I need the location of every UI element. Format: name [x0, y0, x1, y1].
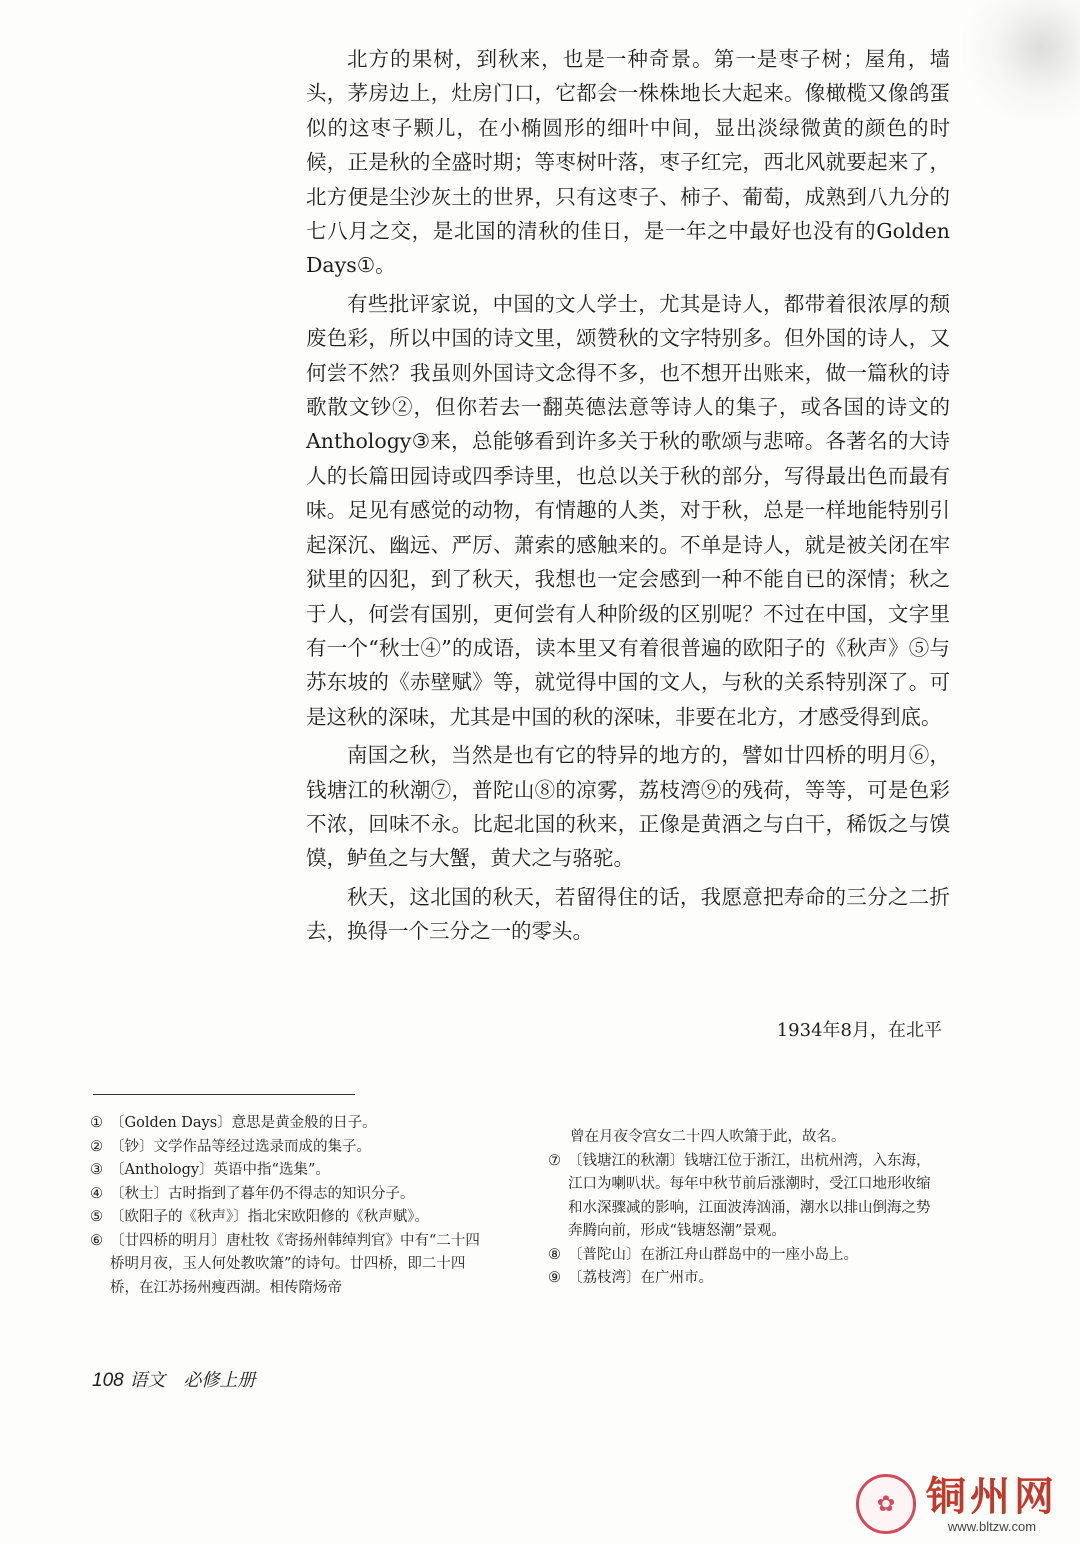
date-line: 1934年8月，在北平 — [776, 1020, 942, 1041]
footnote-mark: ③ — [90, 1162, 103, 1178]
site-watermark — [856, 1474, 1058, 1534]
book-title: 语文 必修上册 — [129, 1370, 256, 1391]
footnote — [90, 1136, 490, 1160]
footnote-text: 〔荔枝湾〕在广州市。 — [568, 1270, 713, 1286]
watermark-name: 铜州网 — [926, 1472, 1058, 1520]
footnote-text: 〔钱塘江的秋潮〕钱塘江位于浙江，出杭州湾，入东海，江口为喇叭状。每年中秋节前后涨潮时，受江口地形收缩和水深骤减的影响，江面波涛汹涌，潮水以排山倒海之势奔腾向前，形成“钱塘怒潮”景观。 — [568, 1152, 931, 1239]
main-text — [306, 42, 950, 953]
footnote-mark: ⑤ — [90, 1209, 103, 1225]
footnote — [90, 1112, 490, 1136]
watermark-logo-icon: ✿ — [856, 1474, 916, 1534]
footnote-mark: ① — [90, 1115, 103, 1131]
watermark-url: www.bltzw.com — [947, 1518, 1037, 1534]
footnote-text: 〔Golden Days〕意思是黄金般的日子。 — [110, 1115, 377, 1131]
footnote-rule — [93, 1094, 355, 1095]
footnotes-right — [548, 1126, 944, 1291]
footnote-text: 〔Anthology〕英语中指“选集”。 — [110, 1162, 330, 1178]
paragraph: 秋天，这北国的秋天，若留得住的话，我愿意把寿命的三分之二折去，换得一个三分之一的零头。 — [306, 884, 950, 944]
footnote-text: 〔普陀山〕在浙江舟山群岛中的一座小岛上。 — [568, 1246, 858, 1263]
footnote — [548, 1267, 944, 1291]
paragraph: 有些批评家说，中国的文人学士，尤其是诗人，都带着很浓厚的颓废色彩，所以中国的诗文里，颂赞秋的文字特别多。但外国的诗人，又何尝不然？我虽则外国诗文念得不多，也不想开出账来，做一篇秋的诗歌散文钞②，但你若去一翻英德法意等诗人的集子，或各国的诗文的Anthology③来，总能够看到许多关于秋的歌颂与悲啼。各著名的大诗人的长篇田园诗或四季诗里，也总以关于秋的部分，写得最出色而最有味。足见有感觉的动物，有情趣的人类，对于秋，总是一样地能特别引起深沉、幽远、严厉、萧索的感触来的。不单是诗人，就是被关闭在牢狱里的囚犯，到了秋天，我想也一定会感到一种不能自已的深情；秋之于人，何尝有国别，更何尝有人种阶级的区别呢？不过在中国，文字里有一个“秋士④”的成语，读本里又有着很普遍的欧阳子的《秋声》⑤与苏东坡的《赤壁赋》等，就觉得中国的文人，与秋的关系特别深了。可是这秋的深味，尤其是中国的秋的深味，非要在北方，才感受得到底。 — [306, 291, 950, 729]
footnote — [90, 1159, 490, 1183]
footnote — [548, 1244, 944, 1268]
footnote — [90, 1183, 490, 1207]
footnote-mark: ④ — [90, 1185, 103, 1202]
footnote-mark: ⑨ — [548, 1270, 561, 1286]
footnote-mark: ⑥ — [90, 1232, 103, 1249]
paragraph: 南国之秋，当然是也有它的特异的地方的，譬如廿四桥的明月⑥，钱塘江的秋潮⑦，普陀山⑧的凉雾，荔枝湾⑨的残荷，等等，可是色彩不浓，回味不永。比起北国的秋来，正像是黄酒之与白干，稀饭之与馍馍，鲈鱼之与大蟹，黄犬之与骆驼。 — [306, 743, 950, 871]
paragraph: 北方的果树，到秋来，也是一种奇景。第一是枣子树；屋角，墙头，茅房边上，灶房门口，它都会一株株地长大起来。像橄榄又像鸽蛋似的这枣子颗儿，在小椭圆形的细叶中间，显出淡绿微黄的颜色的时候，正是秋的全盛时期；等枣树叶落，枣子红完，西北风就要起来了，北方便是尘沙灰土的世界，只有这枣子、柿子、葡萄，成熟到八九分的七八月之交，是北国的清秋的佳日，是一年之中最好也没有的Golden Days①。 — [306, 47, 950, 278]
footnotes-left — [90, 1112, 490, 1300]
footnote-mark: ⑦ — [548, 1152, 561, 1169]
footnote-text: 〔欧阳子的《秋声》〕指北宋欧阳修的《秋声赋》。 — [110, 1209, 429, 1225]
footnote-text: 〔秋士〕古时指到了暮年仍不得志的知识分子。 — [110, 1185, 415, 1202]
watermark-text — [926, 1472, 1058, 1534]
footnote — [548, 1150, 944, 1244]
footnote-mark: ⑧ — [548, 1246, 561, 1263]
footnote — [90, 1206, 490, 1230]
page-footer — [92, 1366, 255, 1392]
page-number: 108 — [92, 1370, 124, 1391]
footnote-mark: ② — [90, 1138, 103, 1155]
footnote — [90, 1230, 490, 1301]
footnote-text: 〔廿四桥的明月〕唐杜牧《寄扬州韩绰判官》中有“二十四桥明月夜，玉人何处教吹箫”的诗句。廿四桥，即二十四桥，在江苏扬州瘦西湖。相传隋炀帝 — [110, 1232, 480, 1296]
footnote-text: 〔钞〕文学作品等经过选录而成的集子。 — [110, 1138, 371, 1155]
scan-noise-corner — [950, 0, 1080, 120]
footnote-continuation: 曾在月夜令宫女二十四人吹箫于此，故名。 — [570, 1129, 846, 1145]
